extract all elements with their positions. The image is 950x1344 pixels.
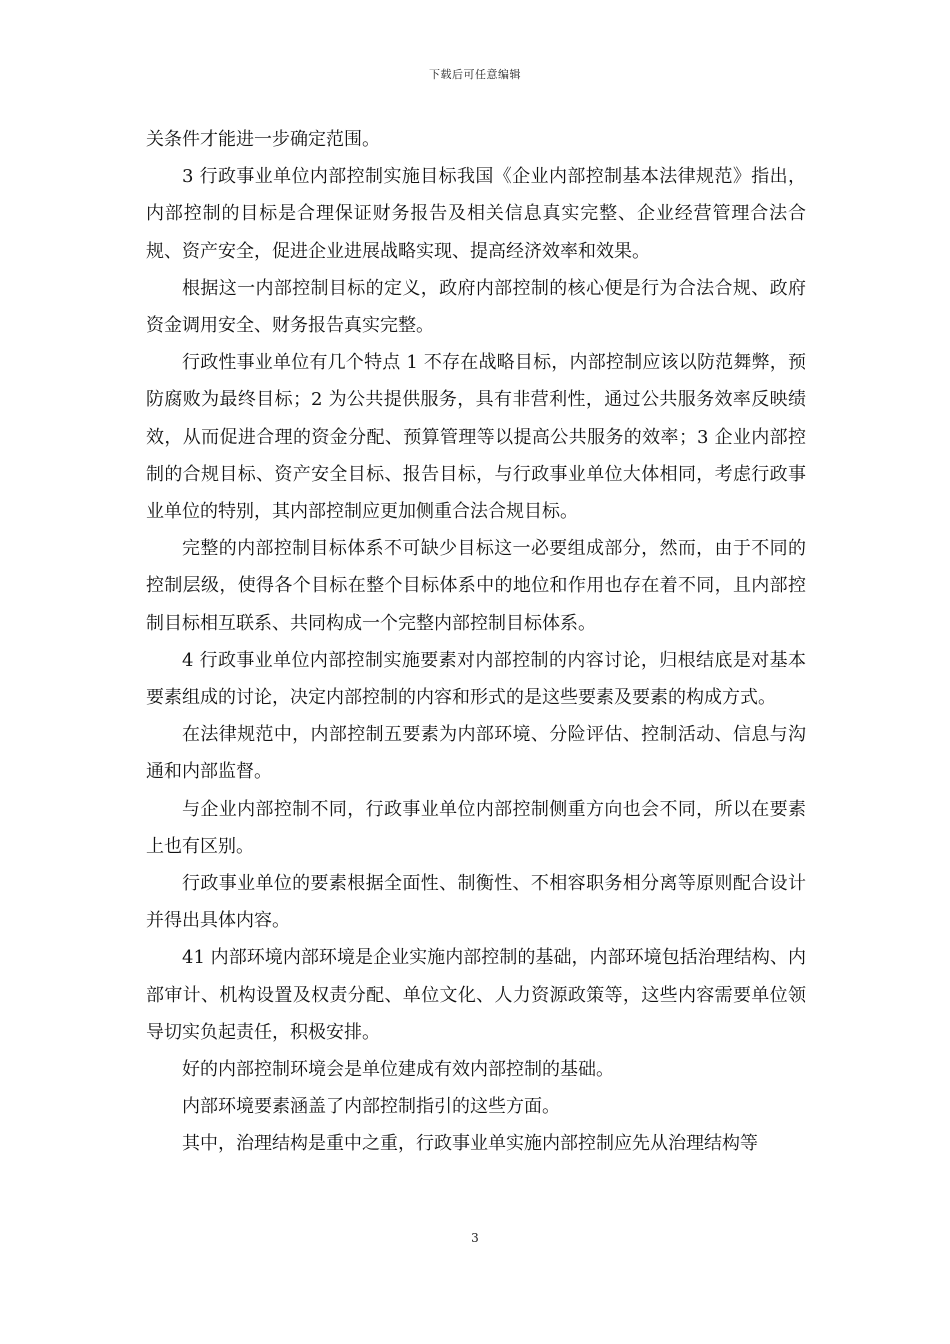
paragraph-governance-structure: 其中，治理结构是重中之重，行政事业单实施内部控制应先从治理结构等: [182, 1133, 758, 1155]
paragraph-five-elements: 在法律规范中，内部控制五要素为内部环境、分险评估、控制活动、信息与沟通和内部监督。: [146, 724, 806, 783]
paragraph-characteristics: 行政性事业单位有几个特点 1 不存在战略目标，内部控制应该以防范舞弊，预防腐败为最终目标；2 为公共提供服务，具有非营利性，通过公共服务效率反映绩效，从而促进合理的资金分配、预算管理等以提高公共服务的效率；3 企业内部控制的合规目标、资产安全目标、报告目标，与行政事业单位大体相同，考虑行政事业单位的特别，其内部控制应更加侧重合法合规目标。: [146, 352, 806, 523]
page-header: 下载后可任意编辑: [429, 68, 521, 81]
paragraph-objective-system: 完整的内部控制目标体系不可缺少目标这一必要组成部分，然而，由于不同的控制层级，使得各个目标在整个目标体系中的地位和作用也存在着不同，且内部控制目标相互联系、共同构成一个完整内部控制目标体系。: [146, 538, 806, 634]
paragraph-section-4-elements: 4 行政事业单位内部控制实施要素对内部控制的内容讨论，归根结底是对基本要素组成的讨论，决定内部控制的内容和形式的是这些要素及要素的构成方式。: [146, 649, 806, 709]
paragraph-design-principles: 行政事业单位的要素根据全面性、制衡性、不相容职务相分离等原则配合设计并得出具体内容。: [146, 873, 806, 932]
paragraph-objective-definition: 根据这一内部控制目标的定义，政府内部控制的核心便是行为合法合规、政府资金调用安全、财务报告真实完整。: [146, 277, 806, 337]
paragraph-continuation: 关条件才能进一步确定范围。: [146, 129, 380, 150]
paragraph-section-41-environment: 41 内部环境内部环境是企业实施内部控制的基础，内部环境包括治理结构、内部审计、机构设置及权责分配、单位文化、人力资源政策等，这些内容需要单位领导切实负起责任，积极安排。: [146, 947, 806, 1043]
document-body: [146, 121, 806, 1163]
paragraph-environment-scope: 内部环境要素涵盖了内部控制指引的这些方面。: [182, 1096, 560, 1118]
paragraph-good-environment: 好的内部控制环境会是单位建成有效内部控制的基础。: [182, 1059, 614, 1081]
page-number: 3: [471, 1231, 479, 1245]
paragraph-section-3-objectives: 3 行政事业单位内部控制实施目标我国《企业内部控制基本法律规范》指出，内部控制的目标是合理保证财务报告及相关信息真实完整、企业经营管理合法合规、资产安全，促进企业进展战略实现、提高经济效率和效果。: [146, 166, 806, 262]
paragraph-difference: 与企业内部控制不同，行政事业单位内部控制侧重方向也会不同，所以在要素上也有区别。: [146, 798, 806, 857]
